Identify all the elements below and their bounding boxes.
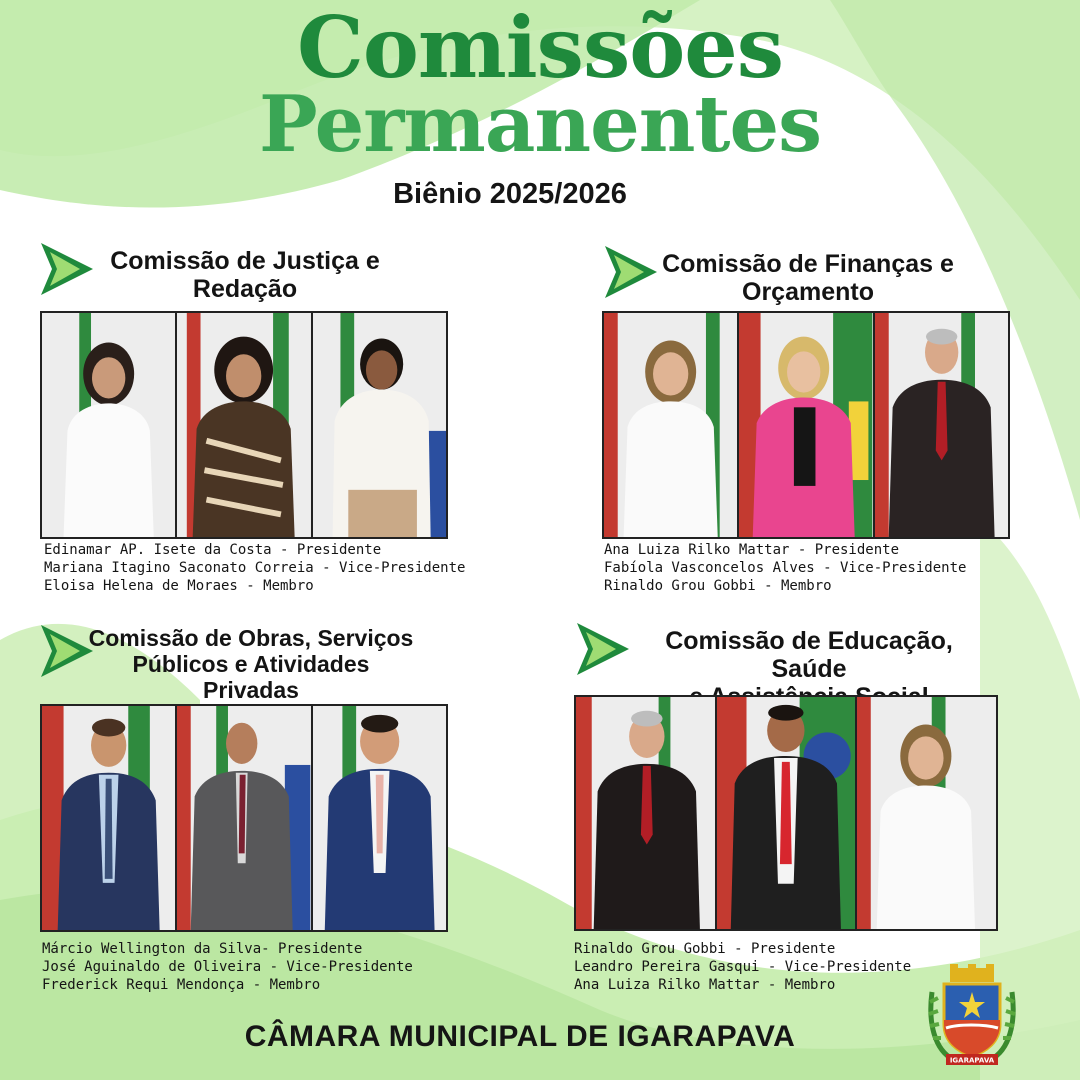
- chevron-right-icon: [602, 243, 660, 301]
- member-photo: [576, 697, 717, 929]
- list-item: Fabíola Vasconcelos Alves - Vice-Presidente: [604, 560, 967, 576]
- member-photos: [40, 704, 448, 932]
- list-item: Rinaldo Grou Gobbi - Presidente: [574, 941, 836, 957]
- member-list: [42, 940, 413, 994]
- member-photo: [739, 313, 874, 537]
- list-item: José Aguinaldo de Oliveira - Vice-Presidente: [42, 959, 413, 975]
- list-item: Ana Luiza Rilko Mattar - Membro: [574, 977, 836, 993]
- committee-title-line1: Comissão de Obras, Serviços: [88, 625, 414, 651]
- member-photo: [177, 313, 312, 537]
- member-photo: [604, 313, 739, 537]
- member-photos: [40, 311, 448, 539]
- list-item: Rinaldo Grou Gobbi - Membro: [604, 578, 832, 594]
- committee-title-line2: Orçamento: [742, 278, 874, 306]
- list-item: Frederick Requi Mendonça - Membro: [42, 977, 321, 993]
- committee-title: [100, 247, 390, 303]
- committee-title-line1: Comissão de Educação, Saúde: [665, 627, 953, 683]
- committee-title-line2: Públicos e Atividades Privadas: [132, 651, 370, 703]
- institution-name: CÂMARA MUNICIPAL DE IGARAPAVA: [244, 1020, 796, 1053]
- biennium-subtitle: Biênio 2025/2026: [393, 178, 627, 210]
- committee-title-line1: Comissão de Justiça e: [110, 247, 380, 275]
- member-photo: [42, 313, 177, 537]
- member-photo: [313, 313, 446, 537]
- chevron-right-icon: [38, 240, 96, 298]
- list-item: Márcio Wellington da Silva- Presidente: [42, 941, 363, 957]
- list-item: Edinamar AP. Isete da Costa - Presidente: [44, 542, 382, 558]
- member-photo: [875, 313, 1008, 537]
- member-photos: [602, 311, 1010, 539]
- list-item: Ana Luiza Rilko Mattar - Presidente: [604, 542, 900, 558]
- list-item: Leandro Pereira Gasqui - Vice-Presidente: [574, 959, 912, 975]
- list-item: Mariana Itagino Saconato Correia - Vice-Presidente: [44, 560, 466, 576]
- committee-title-line1: Comissão de Finanças e: [662, 250, 954, 278]
- member-photos: [574, 695, 998, 931]
- chevron-right-icon: [574, 620, 632, 678]
- member-list: [44, 541, 465, 595]
- committee-title: [660, 250, 956, 306]
- committee-title-line2: Redação: [192, 275, 298, 303]
- member-photo: [42, 706, 177, 930]
- page-title-line2: Permanentes: [259, 79, 821, 170]
- member-photo: [313, 706, 446, 930]
- municipal-coat-of-arms-icon: [924, 962, 1020, 1070]
- member-photo: [177, 706, 312, 930]
- crest-label: IGARAPAVA: [949, 1056, 995, 1065]
- member-list: [574, 940, 911, 994]
- member-list: [604, 541, 966, 595]
- list-item: Eloisa Helena de Moraes - Membro: [44, 578, 314, 594]
- member-photo: [717, 697, 858, 929]
- member-photo: [857, 697, 996, 929]
- committee-title: [86, 625, 416, 703]
- page-title-line1: Comissões: [296, 0, 784, 97]
